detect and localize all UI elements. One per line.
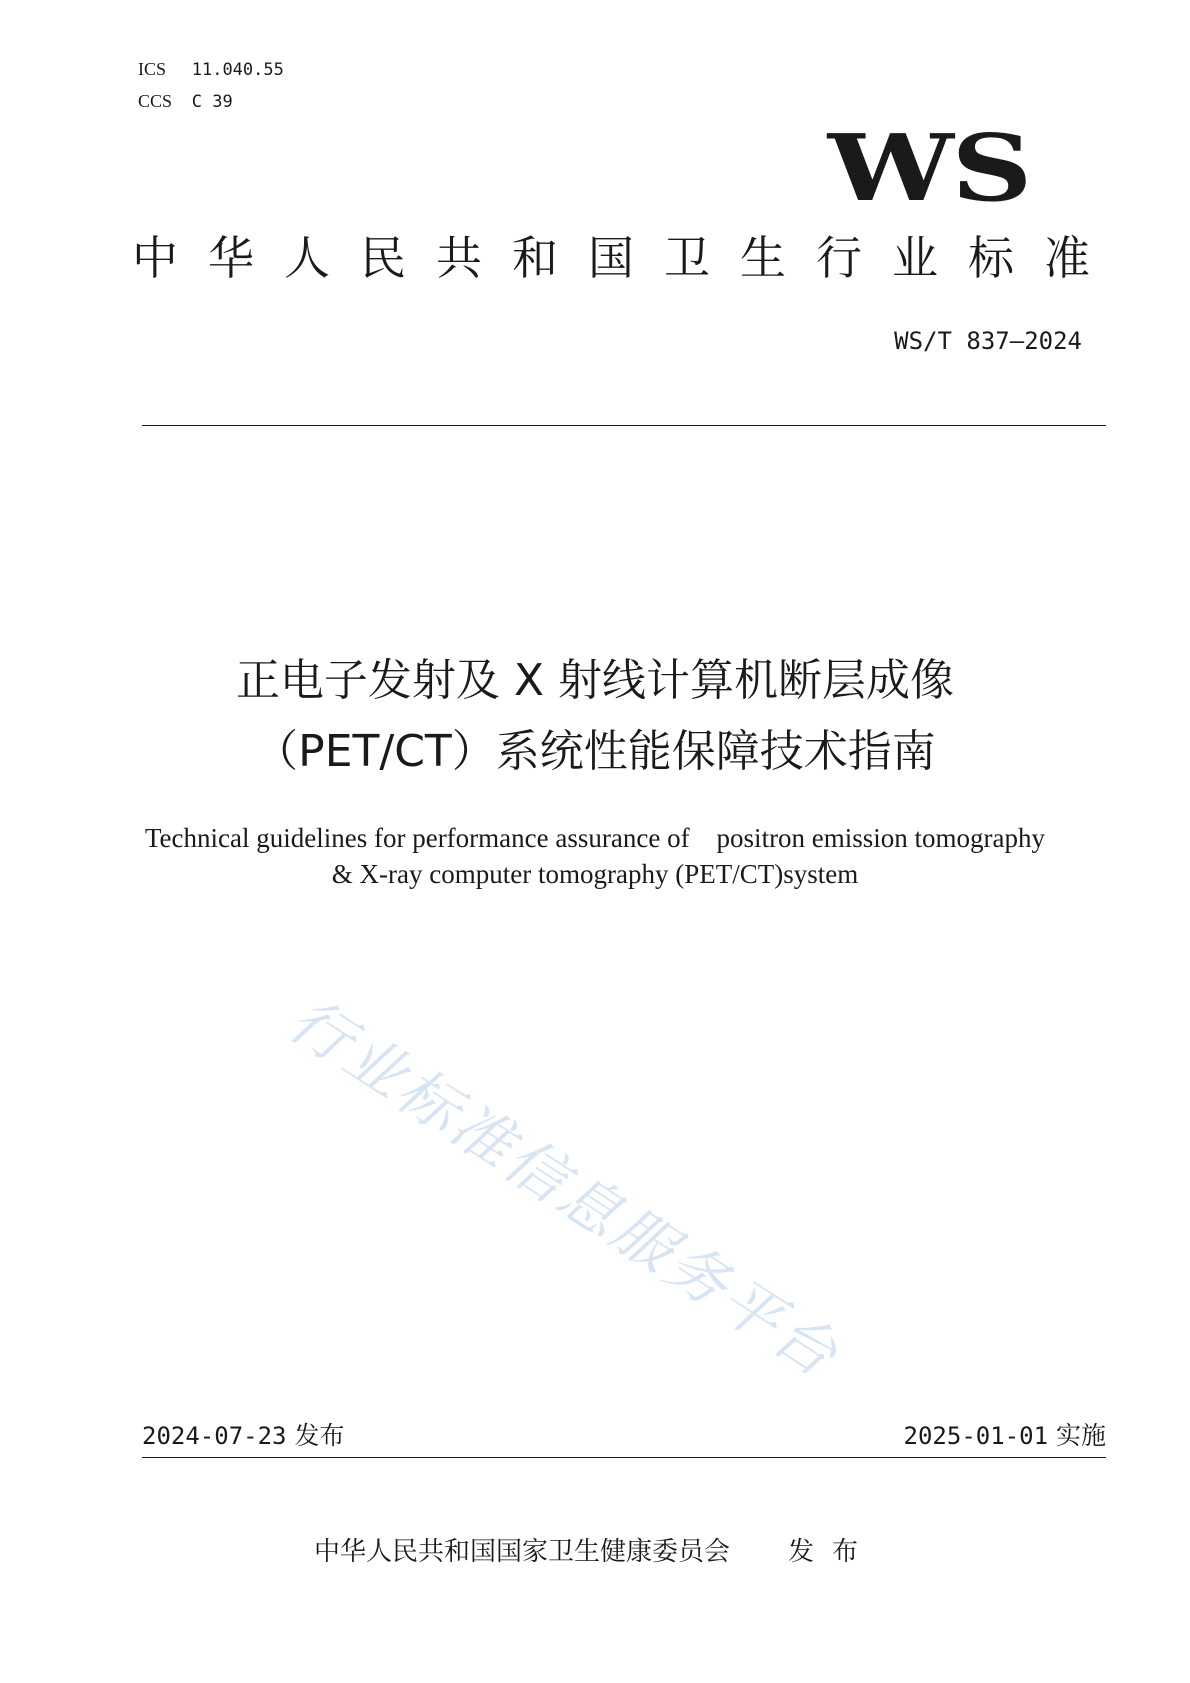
publish-label: 发布: [294, 1421, 345, 1450]
issuer-line: [0, 1535, 1190, 1569]
implement-date-line: [904, 1420, 1106, 1452]
standard-code: WS/T 837—2024: [894, 327, 1082, 355]
implement-label: 实施: [1055, 1421, 1106, 1450]
ics-label: ICS: [138, 59, 167, 79]
standard-type-heading: 中华人民共和国卫生行业标准: [132, 231, 1120, 285]
publish-date: 2024-07-23: [142, 1422, 287, 1450]
publish-date-line: [142, 1420, 344, 1452]
title-en-line-1: Technical guidelines for performance assurance of positron emission tomography: [144, 823, 1046, 853]
title-en-line-2: & X-ray computer tomography (PET/CT)system: [331, 859, 859, 889]
bottom-divider: [142, 1457, 1106, 1458]
ics-classification: [138, 58, 284, 81]
ws-logo: WS: [827, 114, 1030, 222]
implement-date: 2025-01-01: [903, 1422, 1049, 1450]
title-cn-line-2: （PET/CT）系统性能保障技术指南: [254, 726, 936, 777]
ccs-classification: [138, 90, 233, 113]
issuer-action: 发布: [788, 1537, 877, 1567]
watermark: 行业标准信息服务平台: [276, 985, 852, 1393]
title-cn-line-1: 正电子发射及 X 射线计算机断层成像: [235, 655, 955, 706]
top-divider: [142, 425, 1106, 426]
issuer-name: 中华人民共和国国家卫生健康委员会: [313, 1537, 730, 1567]
ics-value: 11.040.55: [191, 60, 284, 80]
ccs-label: CCS: [138, 91, 173, 111]
ccs-value: C 39: [191, 92, 233, 112]
